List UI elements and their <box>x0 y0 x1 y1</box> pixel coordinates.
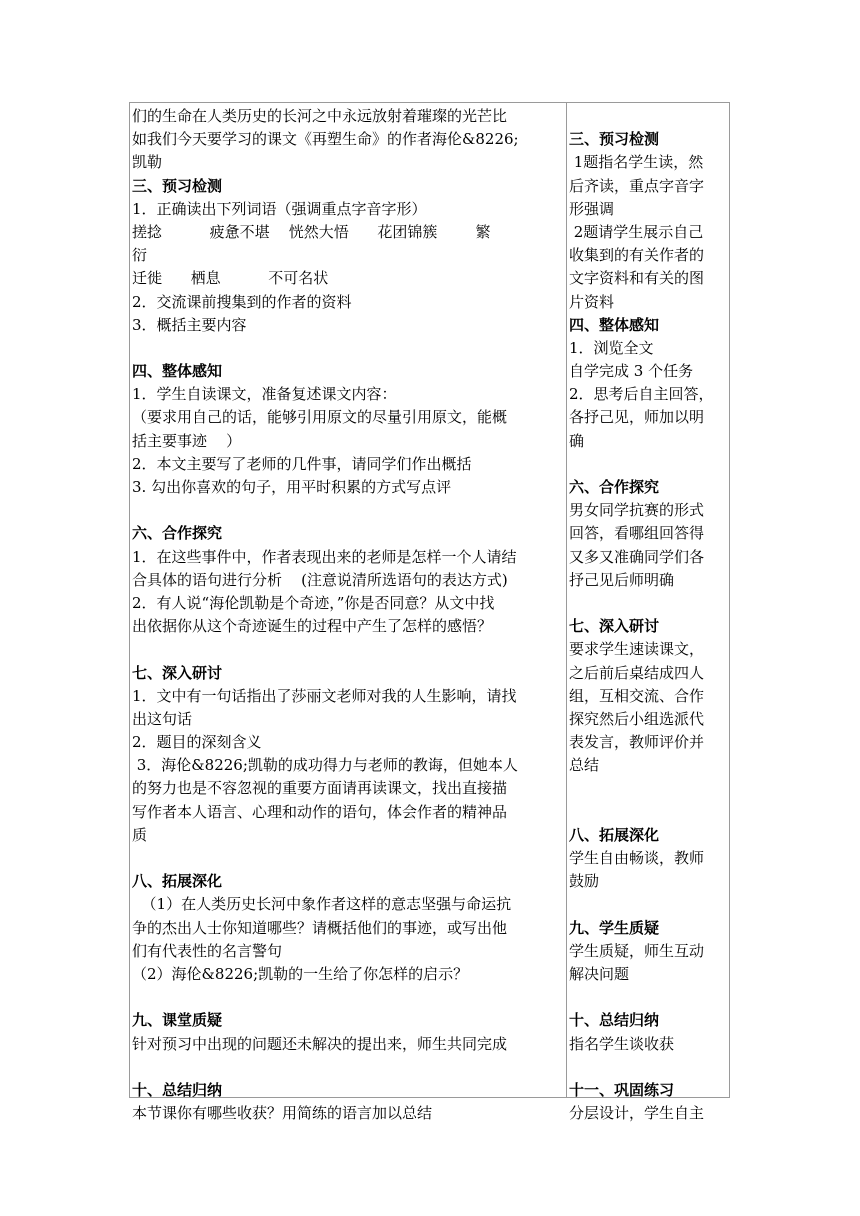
right-blank-line <box>569 592 729 615</box>
left-text-line: 2．本文主要写了老师的几件事，请同学们作出概括 <box>132 454 472 473</box>
right-text-line: 回答，看哪组回答得 <box>569 524 705 543</box>
left-text-line: 衍 <box>132 246 148 265</box>
left-text-line: 1．学生自读课文，准备复述课文内容： <box>132 385 397 404</box>
right-text-line: 形强调 <box>569 199 615 218</box>
left-text-line: （要求用自己的话，能够引用原文的尽量引用原文，能概 <box>132 408 508 427</box>
right-text-line: 学生自由畅谈，教师 <box>569 849 705 867</box>
right-text-line: 探究然后小组选派代 <box>569 709 705 728</box>
right-blank-line <box>569 801 729 824</box>
right-text-line: 要求学生速读课文， <box>569 640 705 659</box>
left-text-line: 凯勒 <box>132 153 163 172</box>
left-text-line: 们的生命在人类历史的长河之中永远放射着璀璨的光芒比 <box>132 107 508 125</box>
right-text-line: 确 <box>569 431 585 450</box>
left-text-line: 的努力也是不容忽视的重要方面请再读课文，找出直接描 <box>132 779 508 798</box>
right-text-line: 自学完成 3 个任务 <box>569 362 694 381</box>
right-section-heading: 十一、巩固练习 <box>569 1080 675 1099</box>
right-text-line: 又多又准确同学们各 <box>569 547 705 566</box>
left-text-line: 2．交流课前搜集到的作者的资料 <box>132 292 352 311</box>
left-text-line: 1．正确读出下列词语（强调重点字音字形） <box>132 199 427 218</box>
left-text-line: 3．概括主要内容 <box>132 315 247 334</box>
left-text-line: 出这句话 <box>132 709 193 728</box>
right-section-heading: 三、预习检测 <box>569 130 660 149</box>
right-text-line: 1题指名学生读，然 <box>569 153 704 172</box>
left-section-heading: 六、合作探究 <box>132 524 223 543</box>
left-blank-line <box>132 1056 566 1079</box>
left-section-heading: 八、拓展深化 <box>132 872 223 891</box>
left-text-line: 争的杰出人士你知道哪些？请概括他们的事迹，或写出他 <box>132 918 508 937</box>
right-text-line: 后齐读，重点字音字 <box>569 176 705 195</box>
right-text-line: 鼓励 <box>569 872 600 891</box>
right-text-line: 分层设计，学生自主 <box>569 1104 705 1123</box>
left-text-line: 2．有人说“海伦凯勒是个奇迹，”你是否同意？从文中找 <box>132 593 495 612</box>
left-blank-line <box>132 499 566 522</box>
student-activity-column <box>567 103 729 1123</box>
right-text-line: 之后前后桌结成四人 <box>569 663 705 682</box>
teacher-content-column <box>130 103 567 1123</box>
left-section-heading: 四、整体感知 <box>132 362 223 381</box>
left-text-line: 质 <box>132 825 148 844</box>
right-text-line: 片资料 <box>569 292 615 311</box>
left-section-heading: 三、预习检测 <box>132 176 223 195</box>
left-blank-line <box>132 638 566 661</box>
left-section-heading: 九、课堂质疑 <box>132 1011 223 1030</box>
left-text-line: 2．题目的深刻含义 <box>132 733 262 752</box>
right-section-heading: 九、学生质疑 <box>569 918 660 937</box>
right-blank-line <box>569 105 729 128</box>
left-text-line: （2）海伦&8226;凯勒的一生给了你怎样的启示？ <box>132 964 469 983</box>
right-section-heading: 六、合作探究 <box>569 478 660 496</box>
left-text-line: 出依据你从这个奇迹诞生的过程中产生了怎样的感悟？ <box>132 617 493 636</box>
right-section-heading: 四、整体感知 <box>569 315 660 334</box>
right-text-line: 解决问题 <box>569 964 630 983</box>
left-text-line: 合具体的语句进行分析 (注意说清所选语句的表达方式) <box>132 570 508 589</box>
right-blank-line <box>569 453 729 476</box>
left-blank-line <box>132 847 566 870</box>
left-text-line: 搓捻 疲惫不堪 恍然大悟 花团锦簇 繁 <box>132 222 491 241</box>
left-text-line: 1．在这些事件中，作者表现出来的老师是怎样一个人请结 <box>132 547 517 566</box>
left-text-line: 迁徙 栖息 不可名状 <box>132 269 329 288</box>
left-section-heading: 七、深入研讨 <box>132 663 223 682</box>
right-text-line: 2．思考后自主回答， <box>569 385 714 404</box>
lesson-plan-table <box>129 102 730 1123</box>
right-section-heading: 八、拓展深化 <box>569 825 660 844</box>
left-text-line: 本节课你有哪些收获？用简练的语言加以总结 <box>132 1104 433 1123</box>
left-text-line: 1．文中有一句话指出了莎丽文老师对我的人生影响，请找 <box>132 686 517 705</box>
right-text-line: 收集到的有关作者的 <box>569 246 705 265</box>
right-text-line: 组，互相交流、合作 <box>569 686 705 705</box>
right-blank-line <box>569 1056 729 1079</box>
left-text-line: 写作者本人语言、心理和动作的语句，体会作者的精神品 <box>132 802 508 821</box>
right-blank-line <box>569 777 729 800</box>
right-text-line: 各抒己见，师加以明 <box>569 408 705 427</box>
left-blank-line <box>132 337 566 360</box>
right-text-line: 1．浏览全文 <box>569 338 654 357</box>
left-text-line: 括主要事迹 ） <box>132 431 242 450</box>
left-text-line: （1）在人类历史长河中象作者这样的意志坚强与命运抗 <box>132 895 512 914</box>
right-section-heading: 十、总结归纳 <box>569 1011 660 1030</box>
left-blank-line <box>132 986 566 1009</box>
right-text-line: 男女同学抗赛的形式 <box>569 501 705 520</box>
right-text-line: 学生质疑，师生互动 <box>569 941 705 960</box>
right-blank-line <box>569 986 729 1009</box>
right-text-line: 2题请学生展示自己 <box>569 222 704 241</box>
right-text-line: 指名学生谈收获 <box>569 1034 675 1053</box>
right-section-heading: 七、深入研讨 <box>569 617 660 636</box>
left-text-line: 们有代表性的名言警句 <box>132 941 283 960</box>
right-text-line: 表发言，教师评价并 <box>569 733 705 752</box>
left-text-line: 针对预习中出现的问题还未解决的提出来，师生共同完成 <box>132 1034 508 1053</box>
right-text-line: 抒己见后师明确 <box>569 570 675 589</box>
right-blank-line <box>569 893 729 916</box>
left-text-line: 3．海伦&8226;凯勒的成功得力与老师的教诲，但她本人 <box>132 756 518 775</box>
right-text-line: 文字资料和有关的图 <box>569 269 705 288</box>
left-text-line: 3. 勾出你喜欢的句子，用平时积累的方式写点评 <box>132 478 452 496</box>
right-text-line: 总结 <box>569 756 600 775</box>
left-section-heading: 十、总结归纳 <box>132 1080 223 1099</box>
left-text-line: 如我们今天要学习的课文《再塑生命》的作者海伦&8226; <box>132 130 519 149</box>
